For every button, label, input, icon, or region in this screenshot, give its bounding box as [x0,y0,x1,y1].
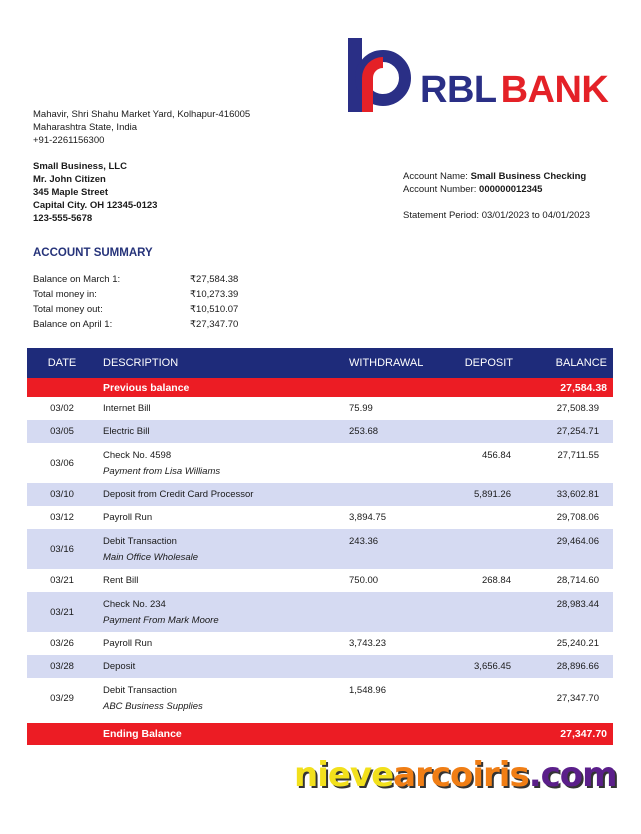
table-row: 03/29 Debit Transaction ABC Business Supplies 1,548.96 27,347.70 [50,684,599,712]
summary-row: Total money in: ₹10,273.39 [33,289,239,300]
account-summary [33,272,238,332]
previous-balance-row: Previous balance 27,584.38 [27,378,613,397]
watermark-text: nievearcoiris.com [294,755,617,795]
summary-row: Balance on April 1: ₹27,347.70 [33,319,239,330]
logo-wordmark: RBL BANK [420,69,609,111]
table-row: 03/10 Deposit from Credit Card Processor 5,891.26 33,602.81 [27,483,613,506]
table-row: 03/06 Check No. 4598 Payment from Lisa Williams 456.84 27,711.55 [50,449,599,477]
statement-period: Statement Period: 03/01/2023 to 04/01/2023 [403,210,590,221]
summary-row: Balance on March 1: ₹27,584.38 [33,274,239,285]
account-number: 000000012345 [479,184,543,195]
table-row: 03/21 Rent Bill 750.00 268.84 28,714.60 [50,575,599,586]
table-row: 03/16 Debit Transaction Main Office Wholesale 243.36 29,464.06 [27,529,613,569]
summary-title: ACCOUNT SUMMARY [33,247,153,259]
table-row: 03/02 Internet Bill 75.99 27,508.39 [50,403,599,414]
rbl-logo-mark-icon [348,38,418,114]
bank-address: Mahavir, Shri Shahu Market Yard, Kolhapur-416005 Maharashtra State, India +91-2261156300 [33,109,251,146]
table-row: 03/28 Deposit 3,656.45 28,896.66 [27,655,613,678]
table-row: 03/12 Payroll Run 3,894.75 29,708.06 [50,512,599,523]
ending-balance-row: Ending Balance 27,347.70 [27,723,613,745]
transactions-table [27,348,613,745]
table-row: 03/21 Check No. 234 Payment From Mark Moore 28,983.44 [27,592,613,632]
table-header: DATE DESCRIPTION WITHDRAWAL DEPOSIT BALANCE [27,348,613,378]
table-row: 03/05 Electric Bill 253.68 27,254.71 [27,420,613,443]
account-name: Small Business Checking [470,171,587,182]
table-row: 03/26 Payroll Run 3,743.23 25,240.21 [50,638,599,649]
bank-logo [348,38,608,114]
customer-address: Small Business, LLC Mr. John Citizen 345 Maple Street Capital City. OH 12345-0123 123-555-5678 [33,161,158,224]
summary-row: Total money out: ₹10,510.07 [33,304,239,315]
account-info: Account Name: Small Business Checking Account Number: 000000012345 [403,171,587,195]
